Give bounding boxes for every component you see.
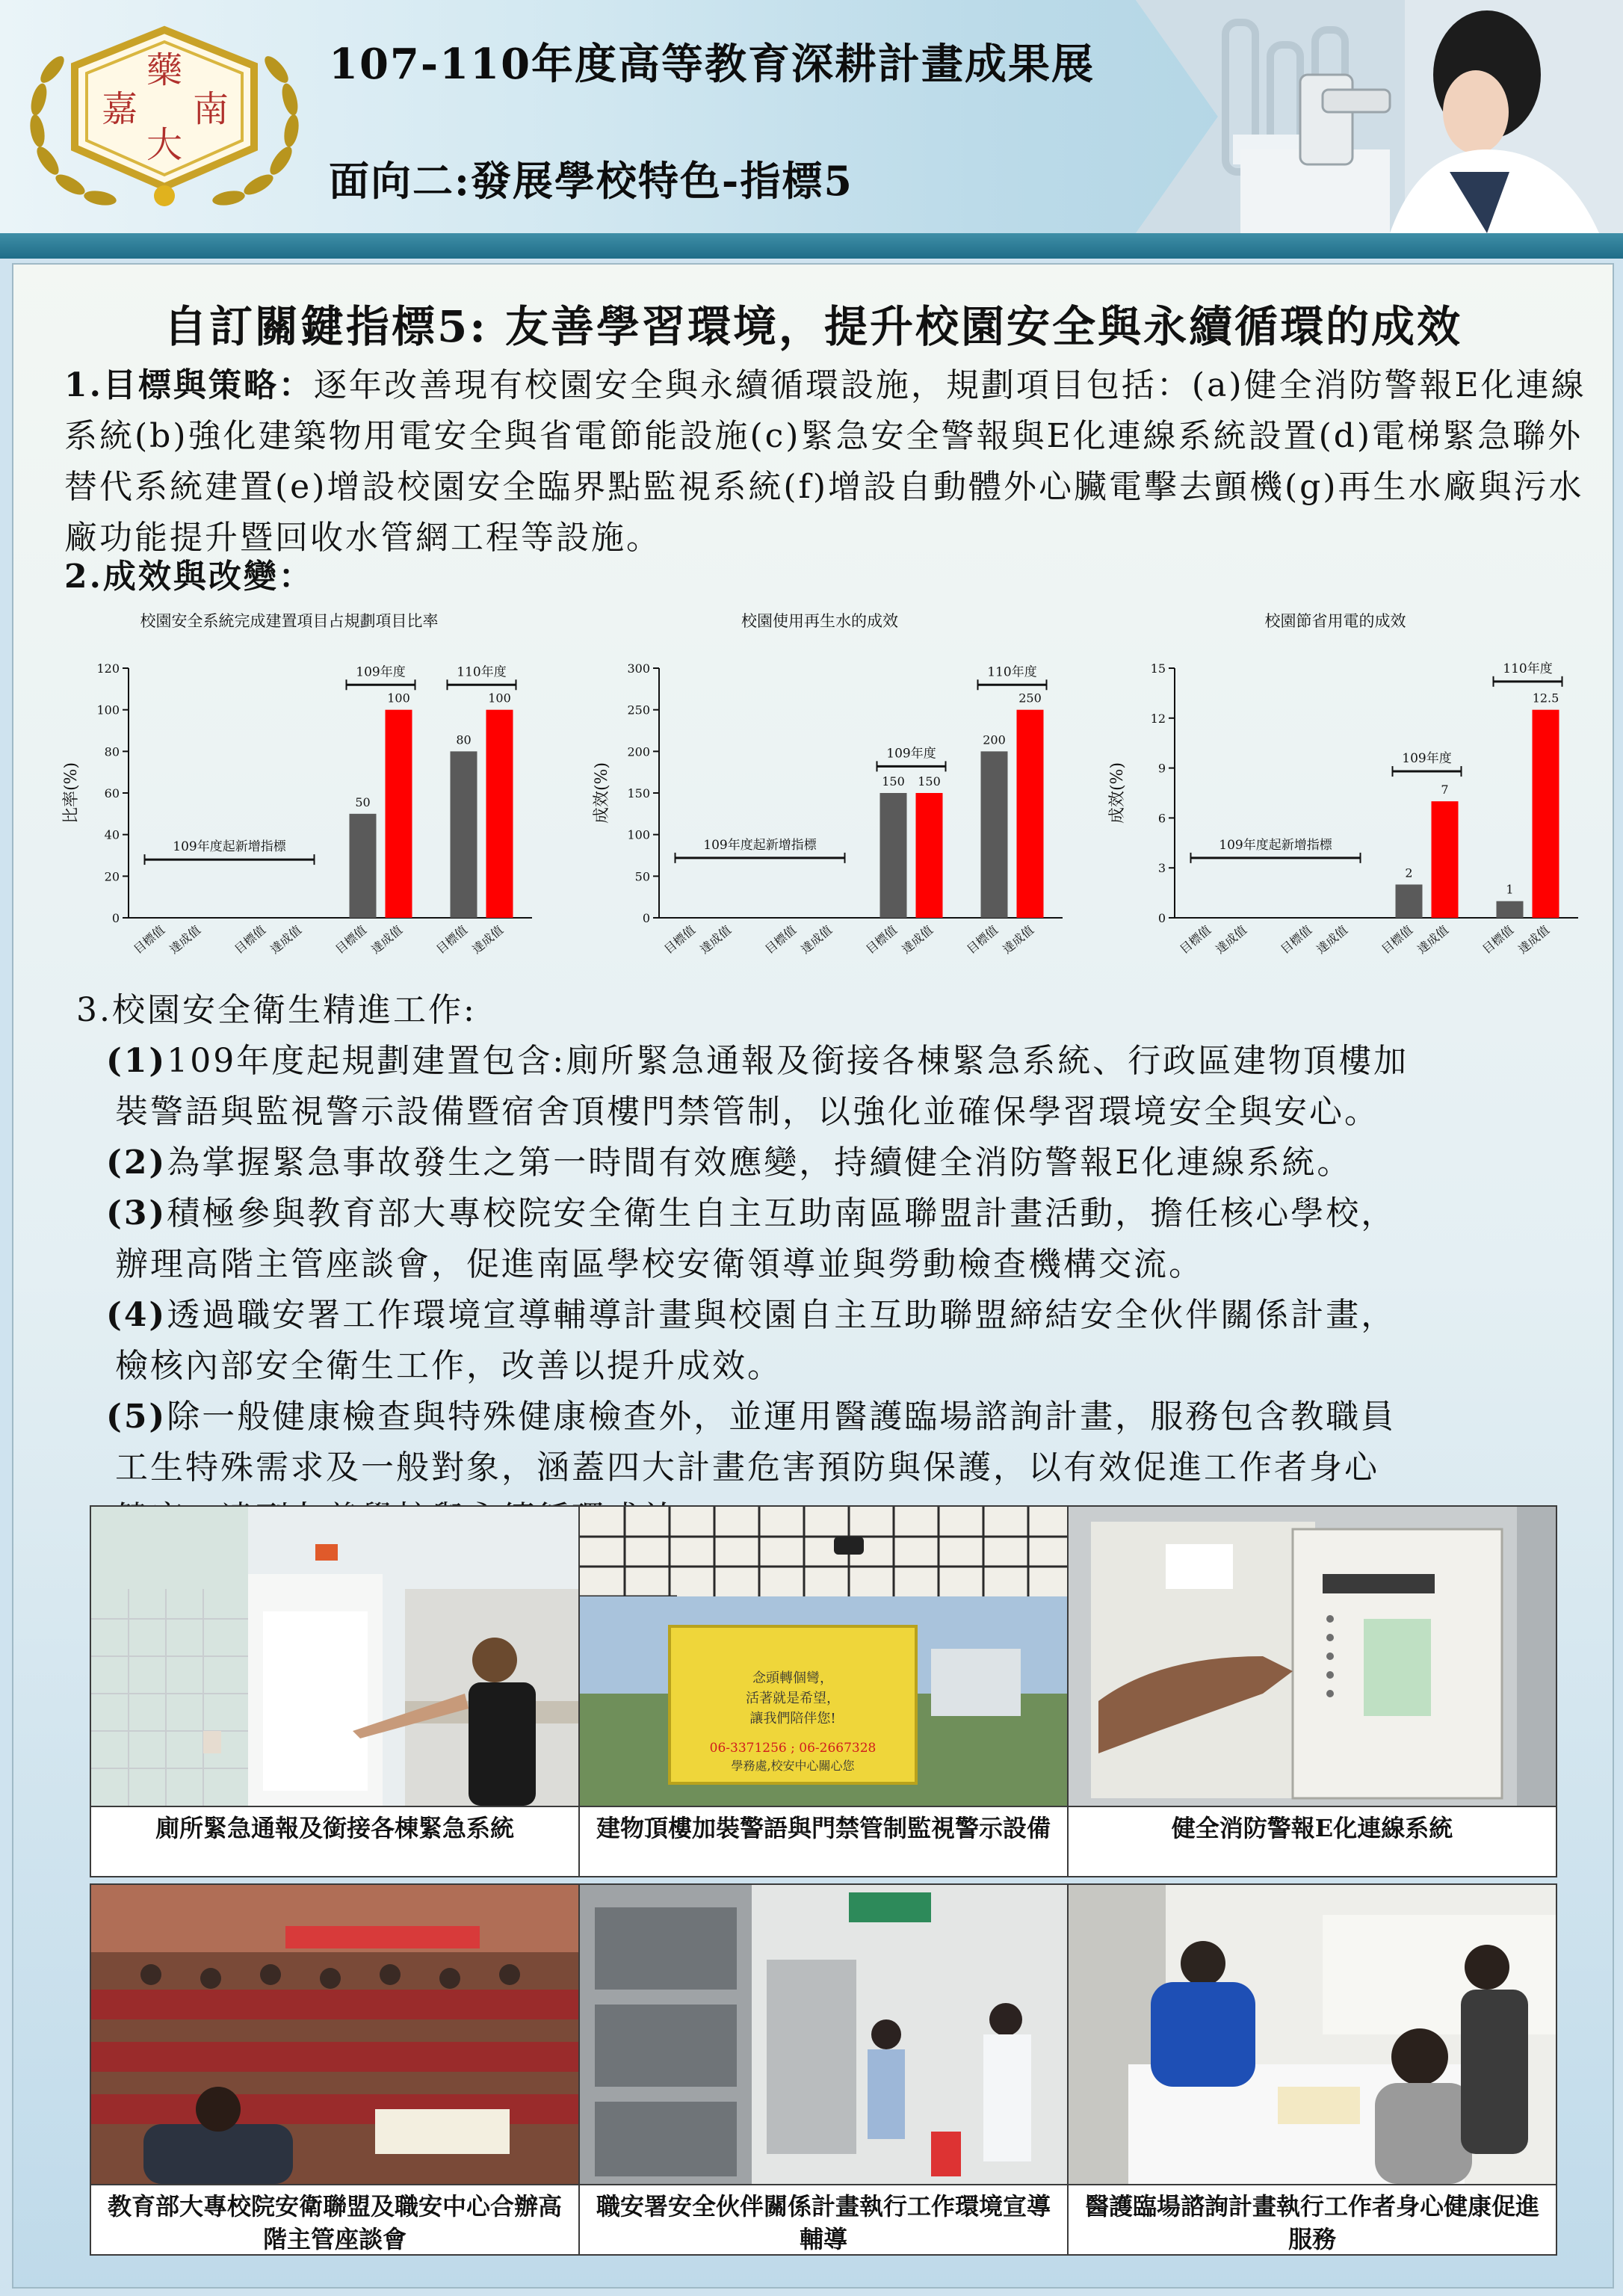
y-tick-label: 200 <box>627 744 650 759</box>
photo-fire-alarm-panel <box>1069 1507 1556 1807</box>
x-tick-label: 目標值 <box>333 922 370 957</box>
bar-value-label: 1 <box>1506 882 1514 897</box>
sign-line-3: 讓我們陪伴您! <box>749 1711 836 1726</box>
item-continuation: 裝警語與監視警示設備暨宿舍頂樓門禁管制，以強化並確保學習環境安全與安心。 <box>115 1093 1379 1131</box>
annotation-label: 109年度 <box>356 664 406 680</box>
bar-value-label: 2 <box>1405 865 1413 880</box>
section-goals <box>64 360 1589 564</box>
chart-title: 校園安全系統完成建置項目占規劃項目比率 <box>140 612 439 630</box>
y-axis-label: 成效(%) <box>593 762 611 824</box>
x-tick-label: 達成值 <box>167 922 204 957</box>
y-tick-label: 6 <box>1157 811 1166 826</box>
annotation-label: 110年度 <box>1503 661 1553 676</box>
y-tick-label: 120 <box>96 661 120 676</box>
x-tick-label: 目標值 <box>762 922 800 957</box>
bar <box>916 793 943 918</box>
y-tick-label: 250 <box>627 703 650 718</box>
y-tick-label: 50 <box>634 869 650 884</box>
y-tick-label: 150 <box>627 786 650 800</box>
x-tick-label: 達成值 <box>697 922 735 957</box>
x-tick-label: 達成值 <box>268 922 305 957</box>
photo-health-consult <box>1069 1885 1556 2185</box>
x-tick-label: 達成值 <box>1000 922 1037 957</box>
section-goals-text: 逐年改善現有校園安全與永續循環設施，規劃項目包括：(a)健全消防警報E化連線系統(b)強化建築物用電安全與省電節能設施(c)緊急安全警報與E化連線系統設置(d)電梯緊急聯外替代系統建置(e)增設校園安全臨界點監視系統(f)增設自動體外心臟電擊去顫機(g)再生水廠與污水廠功能提升暨回收水管網工程等設施。 <box>64 366 1586 557</box>
x-tick-label: 達成值 <box>1314 922 1351 957</box>
item-number: (1) <box>106 1042 167 1080</box>
annotation-label: 110年度 <box>457 664 507 680</box>
photo-rooftop-sign <box>580 1507 1067 1807</box>
photo-card-conference <box>90 1883 580 2256</box>
bar <box>1396 884 1423 918</box>
bar <box>1497 901 1524 918</box>
emblem-char-2: 嘉 <box>101 88 138 130</box>
university-emblem-icon <box>15 16 314 212</box>
item-text: 109年度起規劃建置包含:廁所緊急通報及銜接各棟緊急系統、行政區建物頂樓加 <box>167 1042 1409 1080</box>
emblem-char-1: 藥 <box>146 49 183 91</box>
section-results-heading: 2.成效與改變： <box>64 558 314 596</box>
bar <box>1017 710 1044 918</box>
chart-safety-system-ratio <box>31 605 547 994</box>
photo-conference <box>91 1885 578 2185</box>
annotation-label: 109年度起新增指標 <box>703 837 817 853</box>
y-tick-label: 20 <box>104 869 120 884</box>
bar-value-label: 150 <box>918 774 941 789</box>
annotation-label: 110年度 <box>987 664 1037 680</box>
bar-value-label: 12.5 <box>1532 691 1559 706</box>
y-tick-label: 0 <box>1157 911 1166 925</box>
bar <box>451 751 477 918</box>
photo-caption: 建物頂樓加裝警語與門禁管制監視警示設備 <box>596 1814 1051 1842</box>
header-banner <box>0 0 1623 239</box>
header-stripe <box>0 233 1623 259</box>
header-subtitle: 面向二:發展學校特色-指標5 <box>329 157 853 205</box>
annotation-label: 109年度 <box>886 746 936 762</box>
safety-item-2 <box>106 1138 1586 1188</box>
x-tick-label: 達成值 <box>1415 922 1452 957</box>
photo-card-restroom <box>90 1505 580 1877</box>
x-tick-label: 達成值 <box>469 922 507 957</box>
y-tick-label: 300 <box>627 661 650 676</box>
annotation-label: 109年度 <box>1402 751 1452 767</box>
item-continuation: 辦理高階主管座談會，促進南區學校安衛領導並與勞動檢查機構交流。 <box>115 1245 1204 1283</box>
photo-row-2 <box>90 1883 1556 2256</box>
x-tick-label: 目標值 <box>661 922 699 957</box>
y-tick-label: 3 <box>1157 861 1166 876</box>
x-tick-label: 目標值 <box>433 922 471 957</box>
main-title: 自訂關鍵指標5: 友善學習環境，提升校園安全與永續循環的成效 <box>164 301 1462 352</box>
y-tick-label: 15 <box>1150 661 1166 676</box>
y-tick-label: 0 <box>642 911 650 925</box>
bar <box>880 793 907 918</box>
photo-restroom-emergency <box>91 1507 578 1807</box>
item-text: 為掌握緊急事故發生之第一時間有效應變，持續健全消防警報E化連線系統。 <box>167 1144 1352 1182</box>
section-goals-label: 1.目標與策略： <box>64 366 314 404</box>
sign-footer: 學務處,校安中心關心您 <box>731 1759 855 1773</box>
x-tick-label: 達成值 <box>899 922 936 957</box>
x-tick-label: 達成值 <box>1515 922 1553 957</box>
bar-value-label: 100 <box>488 691 511 706</box>
y-tick-label: 60 <box>104 786 120 800</box>
photo-card-kitchen <box>578 1883 1069 2256</box>
chart-power-saving <box>1078 605 1593 994</box>
x-tick-label: 目標值 <box>1379 922 1416 957</box>
item-number: (3) <box>106 1194 167 1232</box>
photo-card-health <box>1067 1883 1557 2256</box>
x-tick-label: 目標值 <box>232 922 269 957</box>
x-tick-label: 目標值 <box>1177 922 1214 957</box>
photo-card-rooftop <box>578 1505 1069 1877</box>
bar-value-label: 50 <box>355 794 371 809</box>
section-safety-work <box>76 985 1586 1544</box>
chart-recycled-water <box>562 605 1078 994</box>
photo-grid <box>90 1505 1556 2256</box>
x-tick-label: 達成值 <box>368 922 406 957</box>
bar <box>1432 801 1459 918</box>
chart-title: 校園使用再生水的成效 <box>741 612 898 630</box>
bar <box>350 814 377 918</box>
sign-line-2: 活著就是希望， <box>746 1691 840 1706</box>
bar-value-label: 200 <box>983 732 1006 747</box>
photo-kitchen-inspection <box>580 1885 1067 2185</box>
sign-phone: 06-3371256 ; 06-2667328 <box>709 1741 877 1756</box>
bar <box>486 710 513 918</box>
item-text: 透過職安署工作環境宣導輔導計畫與校園自主互助聯盟締結安全伙伴關係計畫， <box>167 1296 1397 1334</box>
x-tick-label: 達成值 <box>1213 922 1250 957</box>
annotation-label: 109年度起新增指標 <box>1219 837 1332 853</box>
x-tick-label: 目標值 <box>1278 922 1315 957</box>
bar-value-label: 250 <box>1018 691 1042 706</box>
y-tick-label: 12 <box>1150 711 1166 726</box>
header-lab-photo <box>1136 0 1623 233</box>
y-tick-label: 9 <box>1157 761 1166 776</box>
y-tick-label: 100 <box>96 703 120 718</box>
safety-item-3 <box>106 1188 1586 1290</box>
item-number: (2) <box>106 1144 167 1182</box>
photo-card-fire-alarm <box>1067 1505 1557 1877</box>
y-axis-label: 比率(%) <box>62 762 81 824</box>
photo-caption: 教育部大專校院安衛聯盟及職安中心合辦高階主管座談會 <box>107 2192 562 2253</box>
content-panel <box>12 263 1614 2289</box>
item-number: (4) <box>106 1296 167 1334</box>
x-tick-label: 目標值 <box>964 922 1001 957</box>
photo-caption: 廁所緊急通報及銜接各棟緊急系統 <box>155 1814 514 1842</box>
annotation-label: 109年度起新增指標 <box>173 839 286 855</box>
bar-value-label: 150 <box>882 774 905 789</box>
x-tick-label: 目標值 <box>863 922 900 957</box>
item-continuation: 工生特殊需求及一般對象，涵蓋四大計畫危害預防與保護，以有效促進工作者身心 <box>115 1448 1379 1487</box>
photo-row-1 <box>90 1505 1556 1877</box>
photo-caption: 醫護臨場諮詢計畫執行工作者身心健康促進服務 <box>1084 2192 1539 2253</box>
item-text: 積極參與教育部大專校院安全衛生自主互助南區聯盟計畫活動，擔任核心學校， <box>167 1194 1397 1232</box>
x-tick-label: 目標值 <box>1480 922 1517 957</box>
section-safety-work-label: 3.校園安全衛生精進工作: <box>76 991 477 1029</box>
photo-caption: 健全消防警報E化連線系統 <box>1171 1814 1453 1842</box>
y-axis-label: 成效(%) <box>1108 762 1127 824</box>
y-tick-label: 40 <box>104 827 120 842</box>
emblem-char-3: 南 <box>192 88 229 130</box>
safety-item-4 <box>106 1290 1586 1392</box>
bar-value-label: 80 <box>456 732 472 747</box>
y-tick-label: 80 <box>104 744 120 759</box>
bar <box>386 710 412 918</box>
y-tick-label: 0 <box>111 911 120 925</box>
sign-line-1: 念頭轉個彎， <box>752 1670 833 1686</box>
item-continuation: 檢核內部安全衛生工作，改善以提升成效。 <box>115 1347 782 1385</box>
bar-value-label: 100 <box>387 691 410 706</box>
item-text: 除一般健康檢查與特殊健康檢查外，並運用醫護臨場諮詢計畫，服務包含教職員 <box>167 1398 1397 1436</box>
y-tick-label: 100 <box>627 827 650 842</box>
x-tick-label: 達成值 <box>798 922 835 957</box>
emblem-char-4: 大 <box>146 124 183 166</box>
item-number: (5) <box>106 1398 167 1436</box>
chart-title: 校園節省用電的成效 <box>1264 612 1406 630</box>
photo-caption: 職安署安全伙伴關係計畫執行工作環境宣導輔導 <box>596 2192 1051 2253</box>
safety-item-1 <box>106 1036 1586 1138</box>
bar <box>1533 710 1559 918</box>
x-tick-label: 目標值 <box>131 922 168 957</box>
bar-value-label: 7 <box>1441 783 1449 797</box>
header-title: 107-110年度高等教育深耕計畫成果展 <box>329 40 1095 89</box>
bar <box>981 751 1008 918</box>
